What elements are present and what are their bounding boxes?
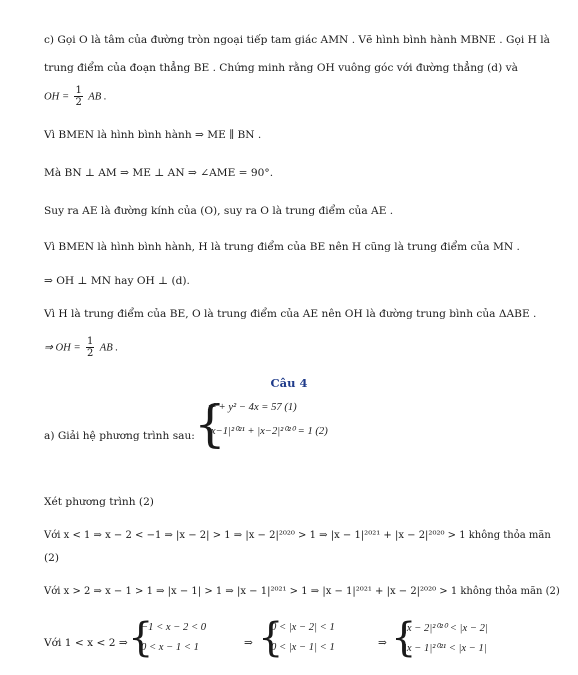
text-line-1: c) Gọi O là tâm của đường tròn ngoại tiếp tam giác AMN . Vẽ hình bình hành MBNE . Gọi H là — [44, 34, 550, 46]
case-3-row-2: |x − 1|²⁰²¹ < |x − 1| — [404, 643, 487, 654]
text-line-8: ⇒ OH ⊥ MN hay OH ⊥ (d). — [44, 275, 190, 287]
text-line-13: Với x < 1 ⇒ x − 2 < −1 ⇒ |x − 2| > 1 ⇒ |x − 2|²⁰²⁰ > 1 ⇒ |x − 1|²⁰²¹ + |x − 2|²⁰²⁰ > 1 không thỏa mãn — [44, 530, 551, 541]
case-system-1 — [128, 615, 240, 666]
equation-system — [194, 395, 434, 460]
text-line-14: Với x > 2 ⇒ x − 1 > 1 ⇒ |x − 1| > 1 ⇒ |x − 1|²⁰²¹ > 1 ⇒ |x − 1|²⁰²¹ + |x − 2|²⁰²⁰ > 1 không thỏa mãn (2) — [44, 586, 560, 597]
formula-rhs: AB . — [99, 342, 118, 354]
brace-symbol: { — [128, 615, 154, 661]
brace-symbol: { — [391, 615, 417, 661]
fraction-one-half — [86, 336, 94, 359]
formula-rhs: AB . — [88, 91, 107, 103]
case-system-2 — [258, 615, 376, 666]
fraction-numerator: 1 — [87, 336, 94, 347]
fraction-numerator: 1 — [75, 85, 82, 96]
text-line-13b: (2) — [44, 552, 60, 564]
text-line-6: Suy ra AE là đường kính của (O), suy ra O là trung điểm của AE . — [44, 205, 394, 217]
case-system-3 — [391, 615, 531, 666]
system-label: a) Giải hệ phương trình sau: — [44, 430, 195, 442]
case-2-row-1: 0 < |x − 2| < 1 — [271, 622, 335, 633]
text-line-2: trung điểm của đoạn thẳng BE . Chứng minh rằng OH vuông góc với đường thẳng (d) và — [44, 62, 518, 74]
text-line-4: Vì BMEN là hình bình hành ⇒ ME ∥ BN . — [44, 129, 262, 141]
case-1-row-2: 0 < x − 1 < 1 — [141, 642, 199, 653]
brace-symbol: { — [194, 395, 226, 453]
brace-symbol: { — [258, 615, 284, 661]
text-line-7: Vì BMEN là hình bình hành, H là trung điểm của BE nên H cũng là trung điểm của MN . — [44, 241, 520, 253]
case-3-row-1: |x − 2|²⁰²⁰ < |x − 2| — [404, 623, 488, 634]
case-2-row-2: 0 < |x − 1| < 1 — [271, 642, 335, 653]
text-line-12: Xét phương trình (2) — [44, 496, 154, 508]
fraction-one-half — [74, 85, 82, 108]
fraction-denominator: 2 — [87, 348, 94, 359]
case-1-row-1: −1 < x − 2 < 0 — [141, 622, 207, 633]
formula-oh-half-ab-2 — [44, 336, 118, 359]
case-label: Với 1 < x < 2 ⇒ — [44, 637, 128, 649]
equation-2: |x−1|²⁰²¹ + |x−2|²⁰²⁰ = 1 (2) — [208, 426, 328, 437]
implies-arrow: ⇒ — [244, 637, 253, 649]
section-heading: Câu 4 — [270, 376, 308, 390]
formula-lhs: OH = — [44, 91, 70, 103]
text-line-9: Vì H là trung điểm của BE, O là trung điểm của AE nên OH là đường trung bình của ΔABE . — [44, 308, 537, 320]
formula-oh-half-ab — [44, 85, 106, 108]
text-line-5: Mà BN ⊥ AM ⇒ ME ⊥ AN ⇒ ∠AME = 90°. — [44, 167, 274, 179]
implies-arrow: ⇒ — [378, 637, 387, 649]
equation-1: x² + y² − 4x = 57 (1) — [208, 402, 297, 413]
formula-lhs: ⇒ OH = — [44, 342, 81, 354]
fraction-denominator: 2 — [75, 97, 82, 108]
